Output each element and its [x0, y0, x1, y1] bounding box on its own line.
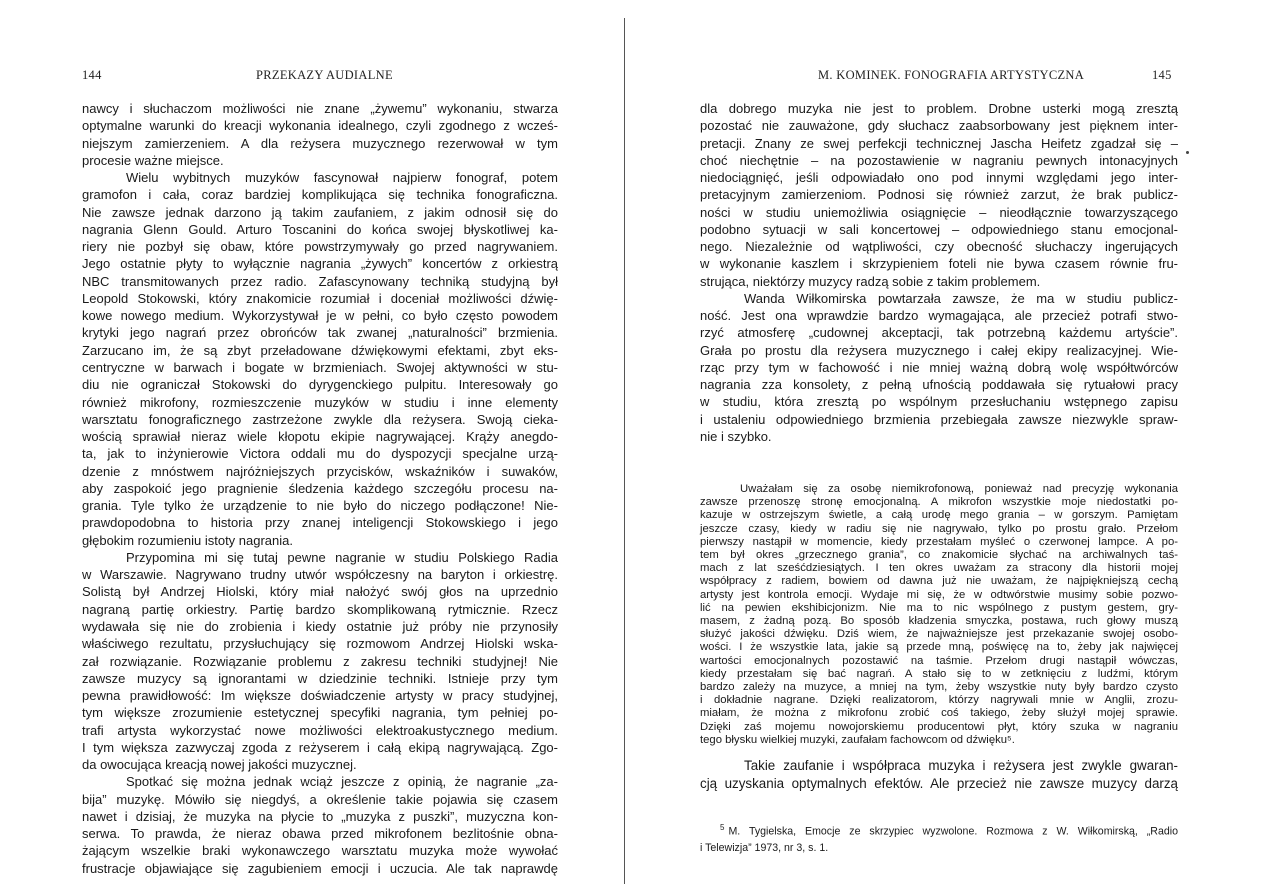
text-line: pretacji. Znany ze swej perfekcji technicznej Jascha Heifetz zgadzał się –: [700, 135, 1178, 151]
text-line: Leopold Stokowski, który znakomicie rozumiał i doceniał możliwości dźwię-: [82, 290, 558, 306]
page-gutter-divider: [624, 18, 625, 884]
text-line: gramofon i cała, coraz bardziej komplikująca się technika fonograficzna.: [82, 187, 558, 203]
text-line: wości. I że wszystkie lata, jakie są przede mną, poświęcę na to, żeby jak najwięcej: [700, 641, 1178, 654]
text-line: tym większe zrozumienie estetycznej specyfiki nagrania, tym pełniej po-: [82, 705, 558, 721]
paragraph: [82, 549, 558, 773]
text-line: zawsze przenoszę stronę emocjonalną. A mikrofon wszystkie moje niedostatki po-: [700, 496, 1178, 509]
text-line: w studiu, która zresztą po wspólnym przesłuchaniu wstępnego zapisu: [700, 394, 1178, 410]
text-line: lić na pewien ekshibicjonizm. Nie ma to nic wspólnego z pustym gestem, gry-: [700, 601, 1178, 614]
text-line: i dokładnie nagrane. Dzięki realizatorom, którzy nagrywali mnie w Anglii, zrozu-: [700, 694, 1178, 707]
text-line: niedociągnięć, jeśli odpowiadało ono pod innymi względami jego inter-: [700, 170, 1178, 185]
text-line: Spotkać się można jednak wciąż jeszcze z opinią, że nagranie „za-: [126, 774, 558, 790]
text-line: Jego ostatnie płyty to wyłącznie nagrania „żywych” koncertów z orkiestrą: [82, 256, 558, 272]
footnote: [700, 820, 1178, 856]
text-line: dla dobrego muzyka nie jest to problem. Drobne usterki mogą zresztą: [700, 101, 1178, 116]
text-line: Takie zaufanie i współpraca muzyka i reżysera jest zwykle gwaran-: [744, 758, 1178, 773]
text-line: i Telewizja” 1973, nr 3, s. 1.: [700, 841, 829, 854]
text-line: Uważałam się za osobę niemikrofonową, ponieważ nad precyzję wykonania: [740, 483, 1178, 495]
text-line: nagraną partię orkiestry. Partię bardzo skomplikowaną rytmicznie. Rzecz: [82, 601, 558, 617]
text-line: ność. Jest ona wprawdzie bardzo wymagająca, ale przecież potrafi stwo-: [700, 308, 1178, 323]
text-line: riery nie pozbył się obaw, które powstrzymywały go przed nagrywaniem.: [82, 239, 558, 255]
text-line: tem był okres „grzecznego grania”, co znakomicie słychać na archiwalnych taś-: [700, 549, 1178, 562]
text-line: jeszcze czasy, kiedy w radiu się nie nagrywało, tylko po prostu grało. Przełom: [700, 522, 1178, 535]
text-line: kowe nowego medium. Wykorzystywał je w pełni, co było często powodem: [82, 308, 558, 324]
text-line: zał rozwiązanie. Rozwiązanie problemu z zakresu techniki studyjnej! Nie: [82, 653, 558, 669]
page-number-left: 144: [82, 68, 102, 82]
text-line: nego. Niezależnie od wątpliwości, czy obecność słuchaczy ingerujących: [700, 239, 1178, 254]
text-line: pewna prawidłowość: Im większe doświadczenie artysty w pracy studyjnej,: [82, 688, 558, 704]
text-line: krytyki jego nagrań przez obrońców tak zwanej „naturalności” brzmienia.: [82, 325, 558, 341]
text-line: nagrania zza konsolety, z pełną ufnością poddawała się rytuałowi pracy: [700, 377, 1178, 392]
closing-paragraph: [700, 757, 1178, 793]
text-line: i ustaleniu odpowiedniego brzmienia przebiegała zawsze niezwykle spraw-: [700, 411, 1178, 427]
text-line: służyć jakości dźwięku. Dziś wiem, że najważniejsze jest przekazanie swojej osobo-: [700, 628, 1178, 641]
text-line: w wykonanie kaszlem i skrzypieniem foteli nie bywa czasem równie fru-: [700, 256, 1178, 272]
text-line: w Warszawie. Nagrywano trudny utwór współczesny na baryton i orkiestrę.: [82, 567, 558, 583]
text-line: mach z lat sześćdziesiątych. I ten okres uważam za stracony dla historii mojej: [700, 562, 1178, 575]
paragraph: [82, 169, 558, 549]
paragraph: [700, 483, 1178, 747]
text-line: podobno sytuacji w sali koncertowej – odpowiedniego stanu emocjonal-: [700, 221, 1178, 237]
footnote-marker: 5: [720, 823, 725, 832]
text-line: strująca, niektórzy muzycy radzą sobie z takim problemem.: [700, 273, 1041, 289]
text-line: I tym większa zazwyczaj zgoda z reżyserem i całą ekipą nagrywającą. Zgo-: [82, 739, 558, 755]
text-line: nawet i dzisiaj, że muzyka na płycie to „muzyka z puszki”, muzyczna kon-: [82, 808, 558, 824]
text-line: kazuje w ostrzejszym świetle, a całą urodę mego grania – w gorszym. Pamiętam: [700, 509, 1178, 522]
text-line: tego błysku wielkiej muzyki, zaufałam fachowcom od dźwięku⁵.: [700, 733, 1015, 746]
paragraph: [700, 290, 1178, 445]
text-line: NBC transmitowanych przez radio. Zafascynowany techniką studyjną był: [82, 273, 558, 289]
text-line: ta, jak to inżynierowie Victora oddali mu do dyspozycji specjalne urzą-: [82, 446, 558, 462]
text-line: serwa. To prawda, że nieraz obawa przed mikrofonem bezlitośnie obna-: [82, 826, 558, 842]
text-line: współpracy z radiem, bowiem od dawna już nie uważam, że najpiękniejszą cechą: [700, 575, 1178, 588]
text-line: trafi artysta wykorzystać nowe możliwości elektroakustycznego medium.: [82, 722, 558, 738]
text-line: pozostać nie zauważone, gdy słuchacz zaabsorbowany jest pięknem inter-: [700, 118, 1178, 134]
text-line: rząc przy tym w fachowość i nie mniej ważną dobrą wolę współtwórców: [700, 359, 1178, 375]
block-quote: [700, 483, 1178, 747]
text-line: artysty jest kontrola emocji. Wydaje mi się, że w odtwórstwie musimy sobie pozwo-: [700, 588, 1178, 601]
text-line: prawdopodobna to historia przy znanej inteligencji Stokowskiego i jego: [82, 515, 558, 531]
text-line: Solistą był Andrzej Hiolski, który miał nałożyć swój głos na uprzednio: [82, 584, 558, 600]
text-line: właściwego rezultatu, przysłuchujący się rozmowom Andrzej Hiolski wska-: [82, 636, 558, 652]
text-line: bardzo zależy na muzyce, a mniej na tym, żeby wszystkie nuty były bardzo czysto: [700, 681, 1178, 694]
paragraph: [82, 773, 558, 877]
text-line: aby zaspokoić jego pragnienie śledzenia każdego szczegółu procesu na-: [82, 480, 558, 496]
paragraph: [82, 100, 558, 169]
text-line: dzenie z mnóstwem najróżniejszych przycisków, wskaźników i suwaków,: [82, 463, 558, 479]
text-line: wartości emocjonalnych pozostawić na taśmie. Przełom drugi nastąpił wówczas,: [700, 654, 1178, 667]
text-line: Dzięki zaś mojemu nowojorskiemu producentowi płyt, który szuka w nagraniu: [700, 720, 1178, 733]
text-line: cją uzyskania optymalnych efektów. Ale przecież nie zawsze muzycy darzą: [700, 776, 1178, 791]
text-line: da owocująca kreacją nowej jakości muzycznej.: [82, 757, 357, 773]
text-line: ności w studiu uniemożliwia osiągnięcie – nieodłącznie towarzyszącego: [700, 204, 1178, 220]
text-line: rzyć atmosferę „cudownej akceptacji, tak potrzebną każdemu artyście”.: [700, 325, 1178, 341]
scan-speck: [1186, 151, 1189, 154]
text-line: procesie ważne miejsce.: [82, 152, 224, 168]
text-line: choć niechętnie – na pozostawienie w nagraniu pewnych intonacyjnych: [700, 152, 1178, 168]
text-line: Grała po prostu dla reżysera muzycznego i całej ekipy realizacyjnej. Wie-: [700, 342, 1178, 358]
left-page-body: [82, 100, 558, 877]
text-line: pierwszy nastąpił w momencie, kiedy przestałam myśleć o czerwonej lampce. A po-: [700, 535, 1178, 548]
text-line: miałam, że można z mikrofonu zrobić coś takiego, żeby służył mojej sprawie.: [700, 707, 1178, 720]
text-line: kiedy przestałam się bać nagrań. A stało się to w zetknięciu z ludźmi, którym: [700, 667, 1178, 680]
text-line: [700, 820, 1178, 840]
text-line: niejszym zamierzeniem. A dla reżysera muzycznego rezerwował w tym: [82, 135, 558, 151]
text-line: warsztatu fonograficznego zastrzeżone zwykle dla reżysera. Swoją cieka-: [82, 411, 558, 427]
text-line: nagrania Glenn Gould. Arturo Toscanini do końca swojej błyskotliwej ka-: [82, 221, 558, 237]
text-line: Nie zawsze jednak darzono ją takim zaufaniem, z jakim odnosił się do: [82, 204, 558, 220]
text-line: optymalne warunki do kreacji wykonania idealnego, czyli zgodnego z wcześ-: [82, 118, 558, 134]
text-line: Wielu wybitnych muzyków fascynował najpierw fonograf, potem: [126, 170, 558, 186]
text-line: diu nie ograniczał Stokowski do dyrygenckiego pulpitu. Interesowały go: [82, 377, 558, 393]
text-line: Zarzucano im, że są zbyt przeładowane dźwiękowymi efektami, zbyt eks-: [82, 342, 558, 358]
text-line: Przypomina mi się tutaj pewne nagranie w studiu Polskiego Radia: [126, 549, 558, 565]
page-number-right: 145: [1152, 68, 1172, 82]
paragraph: [700, 757, 1178, 793]
text-line: frustracje objawiające się zagubieniem emocji i uczucia. Ale tak naprawdę: [82, 860, 558, 876]
paragraph: [700, 100, 1178, 290]
running-head-right: M. KOMINEK. FONOGRAFIA ARTYSTYCZNA: [818, 68, 1085, 82]
text-line: zawsze muzycy są ignorantami w dziedzinie techniki. Istnieje przy tym: [82, 670, 558, 686]
text-line: centryczne w barwach i bogate w brzmieniach. Swojej aktywności w stu-: [82, 359, 558, 375]
right-page-body: [700, 100, 1178, 445]
text-line: wydawała się nie do zrobienia i kiedy ostatnie już próby nie przynosiły: [82, 618, 558, 634]
text-line: bija” muzykę. Mówiło się niegdyś, a określenie takie pojawia się czasem: [82, 791, 558, 807]
footnote-text: [700, 820, 1178, 856]
text-line: nawcy i słuchaczom możliwości nie znane „żywemu” wykonaniu, stwarza: [82, 101, 558, 116]
text-line: nie i szybko.: [700, 428, 772, 444]
text-line: grania. Tyle tylko że urządzenie to nie było do niczego podłączone! Nie-: [82, 498, 558, 514]
text-line: masem, z żadną pozą. Bo sposób kładzenia smyczka, postawa, ruch głowy muszą: [700, 615, 1178, 628]
text-line: Wanda Wiłkomirska powtarzała zawsze, że ma w studiu publicz-: [744, 290, 1178, 306]
footnote-line-text: M. Tygielska, Emocje ze skrzypiec wyzwolone. Rozmowa z W. Wiłkomirską, „Radio: [728, 825, 1178, 838]
text-line: wością sprawiał nieraz wiele kłopotu ekipie nagrywającej. Krąży anegdo-: [82, 429, 558, 445]
running-head-left: PRZEKAZY AUDIALNE: [256, 68, 393, 82]
text-line: żającym wszelkie braki wykonawczego warsztatu muzyka może wywołać: [82, 843, 558, 859]
text-line: pretacyjnym zamierzeniom. Podnosi się również zarzut, że brak publicz-: [700, 187, 1178, 203]
text-line: również mikrofony, rozmieszczenie muzyków w studiu i inne elementy: [82, 394, 558, 410]
text-line: głębokim rozumieniu istoty nagrania.: [82, 532, 293, 548]
